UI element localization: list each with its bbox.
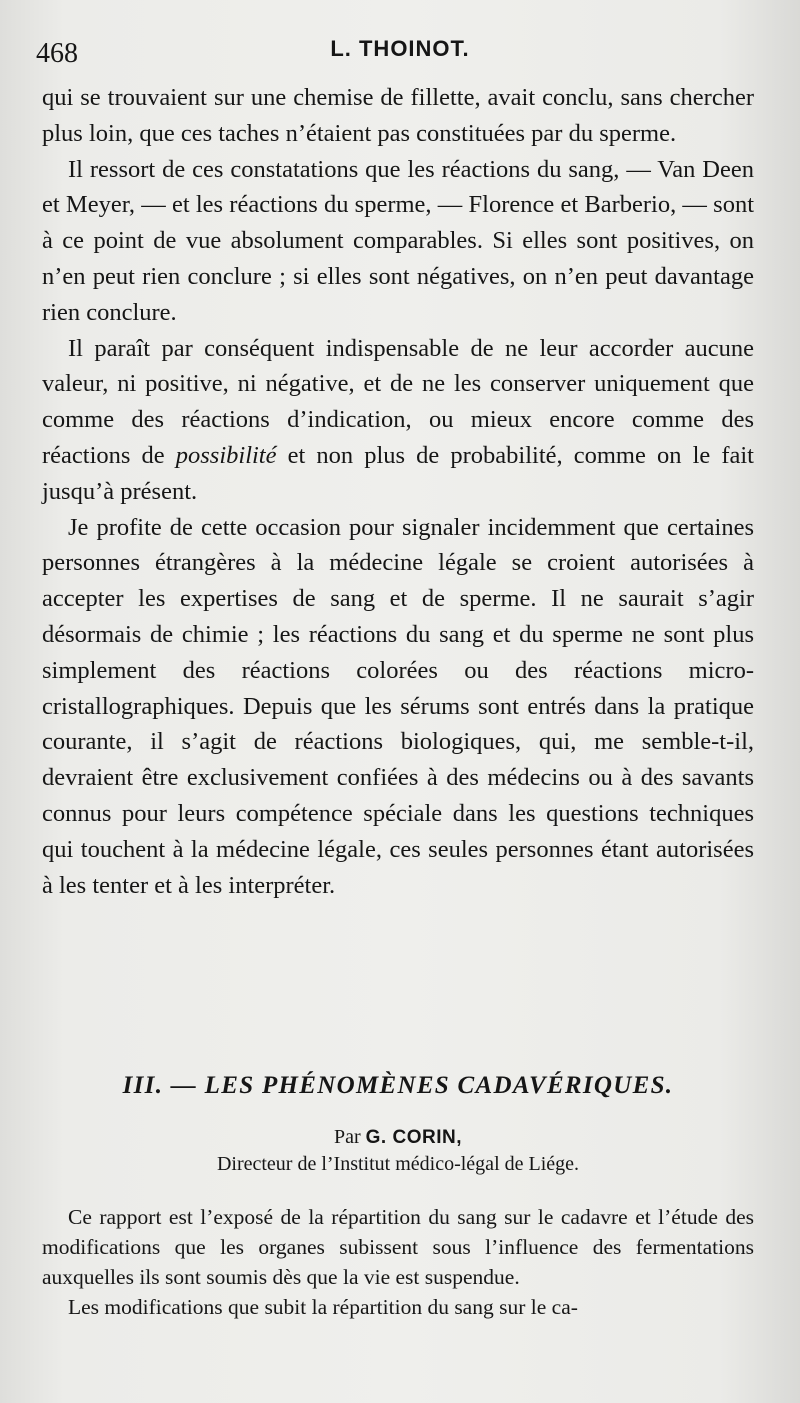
paragraph: Les modifications que subit la répartition du sang sur le ca- <box>68 1295 578 1319</box>
paragraph-text: et non plus de probabilité, comme on le fait jusqu’à présent. <box>42 441 754 505</box>
byline-prefix: Par <box>333 1126 366 1148</box>
author-affiliation: Directeur de l’Institut médico-légal de Liége. <box>216 1153 580 1175</box>
paragraph-continuation: qui se trouvaient sur une chemise de fillette, avait conclu, sans chercher plus loin, que ces taches n’étaient pas constituées par du sperme. <box>42 84 754 147</box>
section-title: III. — LES PHÉNOMÈNES CADAVÉRIQUES. <box>122 1072 674 1099</box>
emphasis-text: possibilité <box>175 441 277 469</box>
paragraph-text: Il paraît par conséquent indispensable de ne leur accorder aucune valeur, ni positive, ni négative, et de ne les conserver uniquement que comme des réactions d’indication, ou mieux encore comme des réactions de <box>42 334 754 469</box>
running-head: L. THOINOT. <box>330 36 470 61</box>
paragraph <box>42 331 754 510</box>
paragraph: Ce rapport est l’exposé de la répartition du sang sur le cadavre et l’étude des modifications que les organes subissent sous l’influence des fermentations auxquelles ils sont soumis dès que la vie est suspendue. <box>42 1205 754 1289</box>
author-name: G. CORIN, <box>365 1127 462 1148</box>
paragraph: Je profite de cette occasion pour signaler incidemment que certaines personnes étrangères à la médecine légale se croient autorisées à accepter les expertises de sang et de sperme. Il ne saurait s’agir désormais de chimie ; les réactions du sang et du sperme ne sont plus simplement des réactions colorées ou des réactions micro-cristallographiques. Depuis que les sérums sont entrés dans la pratique courante, il s’agit de réactions biologiques, qui, me semble-t-il, devraient être exclusivement confiées à des médecins ou à des savants connus pour leurs compétence spéciale dans les questions techniques qui touchent à la médecine légale, ces seules personnes étant autorisées à les tenter et à les interpréter. <box>42 513 754 899</box>
main-text <box>42 80 754 903</box>
byline <box>42 1126 754 1149</box>
page-number: 468 <box>36 38 78 69</box>
section <box>42 1072 754 1322</box>
paragraph: Il ressort de ces constatations que les réactions du sang, — Van Deen et Meyer, — et les réactions du sperme, — Florence et Barberio, — sont à ce point de vue absolument comparables. Si elles sont positives, on n’en peut rien conclure ; si elles sont négatives, on n’en peut davantage rien conclure. <box>42 155 754 326</box>
page-header <box>36 30 764 70</box>
section-body <box>42 1202 754 1322</box>
